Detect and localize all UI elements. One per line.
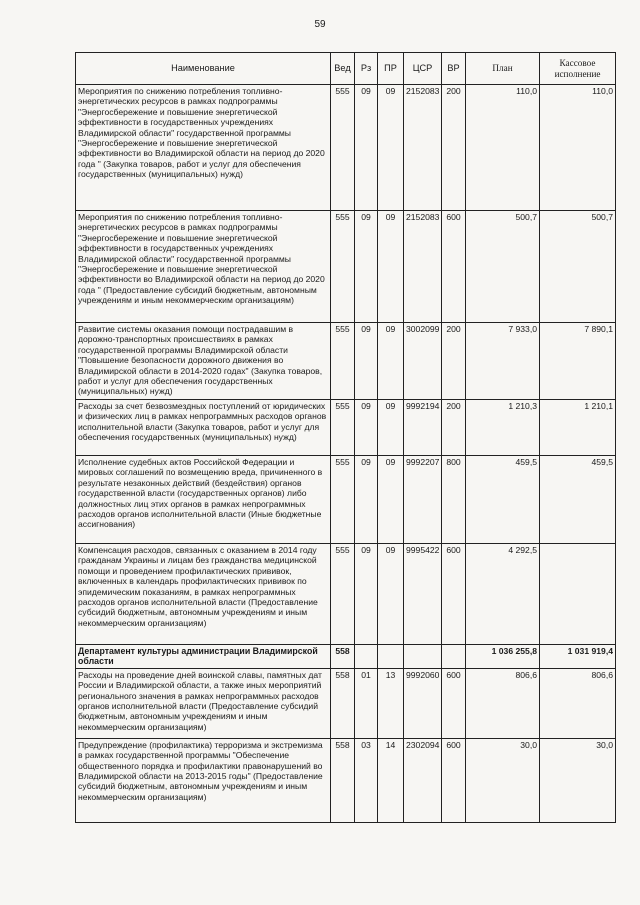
cell-rz: 09 [355,456,378,544]
cell-kass: 459,5 [540,456,616,544]
cell-name: Расходы на проведение дней воинской славы, памятных дат России и Владимирской области, а также иных мероприятий регионального значения в рамках непрограммных расходов органов исполнительной власти (Предоставление субсидий бюджетным, автономным учреждениям и иным некоммерческим организациям) [76,668,331,738]
table-row [76,400,616,456]
cell-csr: 2302094 [404,738,442,822]
header-name: Наименование [76,53,331,85]
header-csr: ЦСР [404,53,442,85]
cell-ved: 555 [331,85,355,211]
cell-pr [378,645,404,669]
cell-vr: 200 [442,85,466,211]
cell-ved: 555 [331,211,355,323]
cell-vr: 200 [442,323,466,400]
cell-vr [442,645,466,669]
cell-name: Департамент культуры администрации Владимирской области [76,645,331,669]
cell-plan: 1 210,3 [466,400,540,456]
cell-csr: 9995422 [404,544,442,645]
cell-vr: 600 [442,668,466,738]
cell-pr: 14 [378,738,404,822]
cell-name: Предупреждение (профилактика) терроризма и экстремизма в рамках государственной программы "Обеспечение общественного порядка и профилактики правонарушений во Владимирской области на 2013-2015 годы" (Предоставление субсидий бюджетным, автономным учреждениям и иным некоммерческим организациям) [76,738,331,822]
cell-kass: 1 031 919,4 [540,645,616,669]
cell-name: Мероприятия по снижению потребления топливно-энергетических ресурсов в рамках подпрограммы "Энергосбережение и повышение энергетической эффективности в государственных учреждениях Владимирской области" государственной программы "Энергосбережение и повышение энергетической эффективности во Владимирской области на период до 2020 года " (Закупка товаров, работ и услуг для обеспечения государственных (муниципальных) нужд) [76,85,331,211]
cell-kass: 806,6 [540,668,616,738]
cell-rz: 09 [355,544,378,645]
header-ved: Вед [331,53,355,85]
table-row [76,323,616,400]
table-header-row [76,53,616,85]
cell-csr: 3002099 [404,323,442,400]
table-row [76,738,616,822]
cell-plan: 1 036 255,8 [466,645,540,669]
cell-pr: 09 [378,323,404,400]
cell-rz: 03 [355,738,378,822]
cell-pr: 09 [378,85,404,211]
cell-kass [540,544,616,645]
cell-vr: 800 [442,456,466,544]
cell-csr: 2152083 [404,211,442,323]
table-row [76,645,616,669]
cell-csr: 9992207 [404,456,442,544]
cell-plan: 500,7 [466,211,540,323]
cell-rz: 09 [355,211,378,323]
budget-table [75,52,616,823]
cell-plan: 459,5 [466,456,540,544]
cell-plan: 4 292,5 [466,544,540,645]
cell-ved: 558 [331,738,355,822]
cell-pr: 09 [378,544,404,645]
table-row [76,211,616,323]
cell-kass: 1 210,1 [540,400,616,456]
header-plan: План [466,53,540,85]
cell-name: Развитие системы оказания помощи пострадавшим в дорожно-транспортных происшествиях в рамках государственной программы Владимирской области "Повышение безопасности дорожного движения во Владимирской области в 2014-2020 годах" (Закупка товаров, работ и услуг для обеспечения государственных (муниципальных) нужд) [76,323,331,400]
cell-pr: 09 [378,456,404,544]
cell-ved: 555 [331,400,355,456]
cell-ved: 555 [331,544,355,645]
cell-rz: 09 [355,85,378,211]
cell-plan: 7 933,0 [466,323,540,400]
page-number: 59 [314,19,326,30]
table-row [76,668,616,738]
cell-pr: 09 [378,400,404,456]
cell-vr: 600 [442,544,466,645]
header-vr: ВР [442,53,466,85]
cell-plan: 806,6 [466,668,540,738]
cell-ved: 558 [331,668,355,738]
cell-ved: 558 [331,645,355,669]
header-kass: Кассовое исполнение [540,53,616,85]
cell-csr: 9992194 [404,400,442,456]
cell-name: Компенсация расходов, связанных с оказанием в 2014 году гражданам Украины и лицам без гражданства медицинской помощи и проведением профилактических прививок, включенных в календарь профилактических прививок по эпидемическим показаниям, в рамках непрограммных расходов органов исполнительной власти (Предоставление субсидий бюджетным, автономным учреждениям и иным некоммерческим организациям) [76,544,331,645]
cell-csr: 9992060 [404,668,442,738]
cell-rz: 09 [355,323,378,400]
cell-name: Расходы за счет безвозмездных поступлений от юридических и физических лиц в рамках непрограммных расходов органов исполнительной власти (Закупка товаров, работ и услуг для обеспечения государственных (муниципальных) нужд) [76,400,331,456]
header-rz: Рз [355,53,378,85]
cell-vr: 200 [442,400,466,456]
cell-vr: 600 [442,211,466,323]
header-pr: ПР [378,53,404,85]
cell-rz: 01 [355,668,378,738]
table-row [76,456,616,544]
cell-pr: 13 [378,668,404,738]
cell-kass: 7 890,1 [540,323,616,400]
cell-kass: 500,7 [540,211,616,323]
cell-csr [404,645,442,669]
table-row [76,544,616,645]
cell-pr: 09 [378,211,404,323]
cell-ved: 555 [331,323,355,400]
cell-kass: 110,0 [540,85,616,211]
cell-plan: 110,0 [466,85,540,211]
cell-ved: 555 [331,456,355,544]
cell-rz: 09 [355,400,378,456]
cell-vr: 600 [442,738,466,822]
cell-rz [355,645,378,669]
cell-name: Мероприятия по снижению потребления топливно-энергетических ресурсов в рамках подпрограммы "Энергосбережение и повышение энергетической эффективности в государственных учреждениях Владимирской области" государственной программы "Энергосбережение и повышение энергетической эффективности во Владимирской области на период до 2020 года " (Предоставление субсидий бюджетным, автономным учреждениям и иным некоммерческим организациям) [76,211,331,323]
cell-csr: 2152083 [404,85,442,211]
cell-plan: 30,0 [466,738,540,822]
table-row [76,85,616,211]
cell-name: Исполнение судебных актов Российской Федерации и мировых соглашений по возмещению вреда, причиненного в результате незаконных действий (бездействия) органов государственной власти (государственных органов) либо должностных лиц этих органов в рамках непрограммных расходов органов исполнительной власти (Иные бюджетные ассигнования) [76,456,331,544]
cell-kass: 30,0 [540,738,616,822]
